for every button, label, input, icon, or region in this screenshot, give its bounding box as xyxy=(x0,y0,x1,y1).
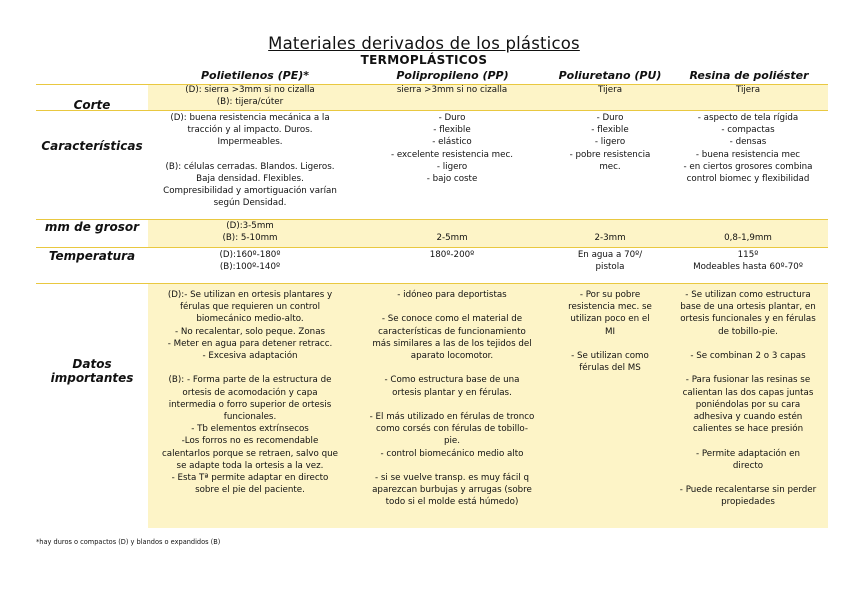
column-header-pp: Polipropileno (PP) xyxy=(396,69,509,82)
page-title: Materiales derivados de los plásticos xyxy=(268,34,580,53)
cell-grosor-pu: 2-3mm xyxy=(594,233,626,243)
cell-grosor-resina: 0,8-1,9mm xyxy=(724,233,772,243)
cell-caracteristicas-pp: - Duro - flexible - elástico - excelente resistencia mec. - ligero - bajo coste xyxy=(390,113,514,185)
column-header-resina: Resina de poliéster xyxy=(689,69,809,82)
cell-datos-pu: - Por su pobre resistencia mec. se utilizan poco en el MI - Se utilizan como férulas del MS xyxy=(568,290,652,374)
cell-caracteristicas-pe: (D): buena resistencia mecánica a la tracción y al impacto. Duros. Impermeables. (B): células cerradas. Blandos. Ligeros. Baja densidad. Flexibles. Compresibilidad y amortiguación varían según Densidad. xyxy=(163,113,337,209)
row-label-datos: Datos importantes xyxy=(50,357,134,385)
cell-corte-pp: sierra >3mm si no cizalla xyxy=(396,85,508,95)
cell-grosor-pp: 2-5mm xyxy=(436,233,468,243)
rule-after-grosor xyxy=(36,247,828,248)
cell-temperatura-pp: 180º-200º xyxy=(429,250,475,260)
rule-after-corte xyxy=(36,110,828,111)
cell-temperatura-resina: 115º Modeables hasta 60º-70º xyxy=(693,250,803,273)
row-label-caracteristicas: Características xyxy=(41,139,143,153)
cell-caracteristicas-pu: - Duro - flexible - ligero - pobre resistencia mec. xyxy=(569,113,651,172)
row-label-temperatura: Temperatura xyxy=(48,249,136,263)
cell-corte-resina: Tijera xyxy=(735,85,761,95)
row-label-corte: Corte xyxy=(73,98,111,112)
cell-grosor-pe: (D):3-5mm (B): 5-10mm xyxy=(222,221,278,244)
row-label-grosor: mm de grosor xyxy=(44,220,140,234)
cell-datos-pp: - idóneo para deportistas - Se conoce como el material de características de funcionamiento más similares a las de los tejidos del aparato locomotor. - Como estructura base de una ortesis plantar y en férulas. - El más utilizado en férulas de tronco como corsés con férulas de tobillo- pie. - control biomecánico medio alto - si se vuelve transp. es muy fácil q aparezcan burbujas y arrugas (sobre todo si el molde está húmedo) xyxy=(369,290,535,508)
cell-temperatura-pu: En agua a 70º/ pistola xyxy=(577,250,643,273)
column-header-pe: Polietilenos (PE)* xyxy=(200,69,310,82)
cell-corte-pe: (D): sierra >3mm si no cizalla (B): tijera/cúter xyxy=(185,85,315,108)
column-header-pu: Poliuretano (PU) xyxy=(558,69,662,82)
cell-corte-pu: Tijera xyxy=(597,85,623,95)
cell-datos-pe: (D):- Se utilizan en ortesis plantares y férulas que requieren un control biomecánico medio-alto. - No recalentar, solo peque. Zonas - Meter en agua para detener retracc. - Excesiva adaptación (B): - Forma parte de la estructura de ortesis de acomodación y capa intermedia o forro superior de ortesis funcionales. - Tb elementos extrínsecos -Los forros no es recomendable calentarlos porque se retraen, salvo que se adapte toda la ortesis a la vez. - Esta Tª permite adaptar en directo sobre el pie del paciente. xyxy=(162,290,338,496)
cell-caracteristicas-resina: - aspecto de tela rígida - compactas - densas - buena resistencia mec - en ciertos grosores combina control biomec y flexibilidad xyxy=(683,113,813,185)
cell-temperatura-pe: (D):160º-180º (B):100º-140º xyxy=(219,250,281,273)
cell-datos-resina: - Se utilizan como estructura base de una ortesis plantar, en ortesis funcionales y en férulas de tobillo-pie. - Se combinan 2 o 3 capas - Para fusionar las resinas se calientan las dos capas juntas poniéndolas por su cara adhesiva y cuando estén calientes se hace presión - Permite adaptación en directo - Puede recalentarse sin perder propiedades xyxy=(679,290,817,508)
footnote: *hay duros o compactos (D) y blandos o expandidos (B) xyxy=(36,538,221,546)
rule-after-temperatura xyxy=(36,283,828,284)
page-subtitle: TERMOPLÁSTICOS xyxy=(360,53,488,67)
